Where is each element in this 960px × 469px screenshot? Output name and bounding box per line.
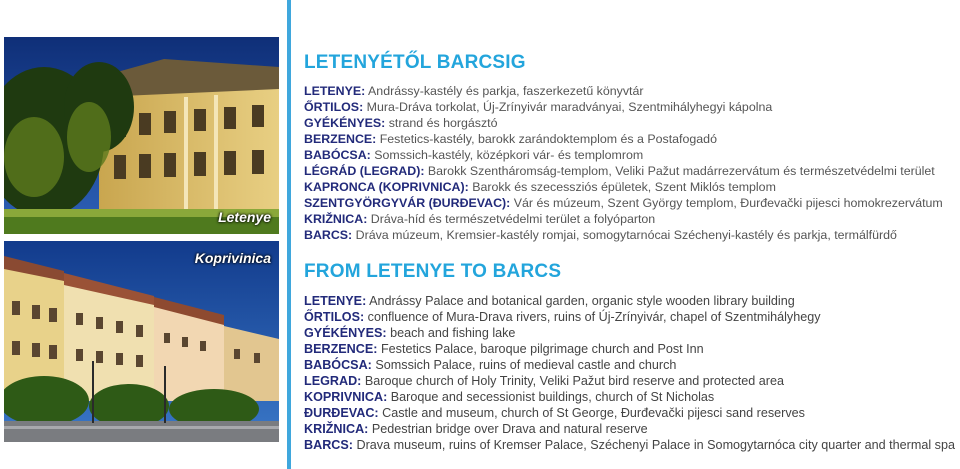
place-description: Baroque and secessionist buildings, church of St Nicholas (387, 390, 715, 404)
caption-letenye: Letenye (218, 209, 271, 225)
list-item (304, 163, 960, 179)
place-name: LETENYE: (304, 294, 367, 308)
list-item (304, 115, 960, 131)
list-item (304, 357, 960, 373)
list-item (304, 211, 960, 227)
heading-hungarian: LETENYÉTŐL BARCSIG (304, 52, 526, 73)
place-name: LETENYE: (304, 84, 366, 98)
list-english (304, 293, 960, 453)
place-description: Drava museum, ruins of Kremser Palace, Széchenyi Palace in Somogytarnóca city quarter and thermal spa (352, 438, 955, 452)
place-name: LEGRAD: (304, 374, 362, 388)
place-name: BARCS: (304, 438, 353, 452)
list-item (304, 99, 960, 115)
place-description: Festetics-kastély, barokk zarándoktemplom és a Postafogadó (376, 132, 717, 146)
list-item (304, 389, 960, 405)
place-description: Dráva-híd és természetvédelmi terület a folyóparton (367, 212, 656, 226)
place-name: KRIŽNICA: (304, 422, 369, 436)
place-name: BARCS: (304, 228, 353, 242)
place-description: Castle and museum, church of St George, Đurđevački pijesci sand reserves (378, 406, 805, 420)
place-name: LÉGRÁD (LEGRAD): (304, 164, 425, 178)
photo-letenye (4, 37, 279, 234)
list-item (304, 195, 960, 211)
list-item (304, 437, 960, 453)
photo-column (0, 0, 287, 469)
place-description: Somssich Palace, ruins of medieval castle and church (371, 358, 677, 372)
place-description: Barokk és szecessziós épületek, Szent Miklós templom (468, 180, 776, 194)
list-item (304, 309, 960, 325)
place-description: confluence of Mura-Drava rivers, ruins of Új-Zrínyivár, chapel of Szentmihályhegy (364, 310, 821, 324)
list-item (304, 405, 960, 421)
list-item (304, 227, 960, 243)
list-item (304, 325, 960, 341)
place-name: SZENTGYÖRGYVÁR (ĐURĐEVAC): (304, 196, 511, 210)
list-item (304, 421, 960, 437)
place-description: beach and fishing lake (386, 326, 516, 340)
place-description: Dráva múzeum, Kremsier-kastély romjai, somogytarnócai Széchenyi-kastély és parkja, termálfürdő (352, 228, 897, 242)
list-item (304, 179, 960, 195)
koprivnica-street-image (4, 241, 279, 442)
place-name: BERZENCE: (304, 342, 378, 356)
place-name: GYÉKÉNYES: (304, 116, 386, 130)
place-description: Pedestrian bridge over Drava and natural reserve (368, 422, 648, 436)
content-panel (304, 0, 960, 469)
place-name: KRIŽNICA: (304, 212, 368, 226)
place-name: ĐURĐEVAC: (304, 406, 379, 420)
place-name: KOPRIVNICA: (304, 390, 388, 404)
photo-koprivnica (4, 241, 279, 442)
list-item (304, 83, 960, 99)
place-name: BABÓCSA: (304, 148, 371, 162)
place-name: KAPRONCA (KOPRIVNICA): (304, 180, 469, 194)
caption-koprivnica: Koprivinica (194, 250, 271, 266)
place-description: strand és horgásztó (385, 116, 498, 130)
place-description: Somssich-kastély, középkori vár- és templomrom (370, 148, 644, 162)
place-description: Vár és múzeum, Szent György templom, Đurđevački pijesci homokrezervátum (510, 196, 943, 210)
place-description: Mura-Dráva torkolat, Új-Zrínyivár maradványai, Szentmihályhegyi kápolna (363, 100, 773, 114)
place-description: Andrássy-kastély és parkja, faszerkezetű könyvtár (365, 84, 644, 98)
list-item (304, 131, 960, 147)
list-item (304, 341, 960, 357)
place-name: BERZENCE: (304, 132, 377, 146)
place-description: Andrássy Palace and botanical garden, organic style wooden library building (366, 294, 795, 308)
list-item (304, 293, 960, 309)
list-item (304, 147, 960, 163)
place-description: Festetics Palace, baroque pilgrimage church and Post Inn (377, 342, 704, 356)
list-item (304, 373, 960, 389)
place-name: BABÓCSA: (304, 358, 372, 372)
place-name: ŐRTILOS: (304, 310, 365, 324)
place-description: Barokk Szentháromság-templom, Veliki Pažut madárrezervátum és természetvédelmi terület (424, 164, 935, 178)
place-name: GYÉKÉNYES: (304, 326, 387, 340)
heading-english: FROM LETENYE TO BARCS (304, 261, 562, 282)
place-description: Baroque church of Holy Trinity, Veliki Pažut bird reserve and protected area (361, 374, 784, 388)
place-name: ŐRTILOS: (304, 100, 364, 114)
letenye-palace-image (4, 37, 279, 234)
accent-divider (287, 0, 291, 469)
list-hungarian (304, 83, 960, 243)
